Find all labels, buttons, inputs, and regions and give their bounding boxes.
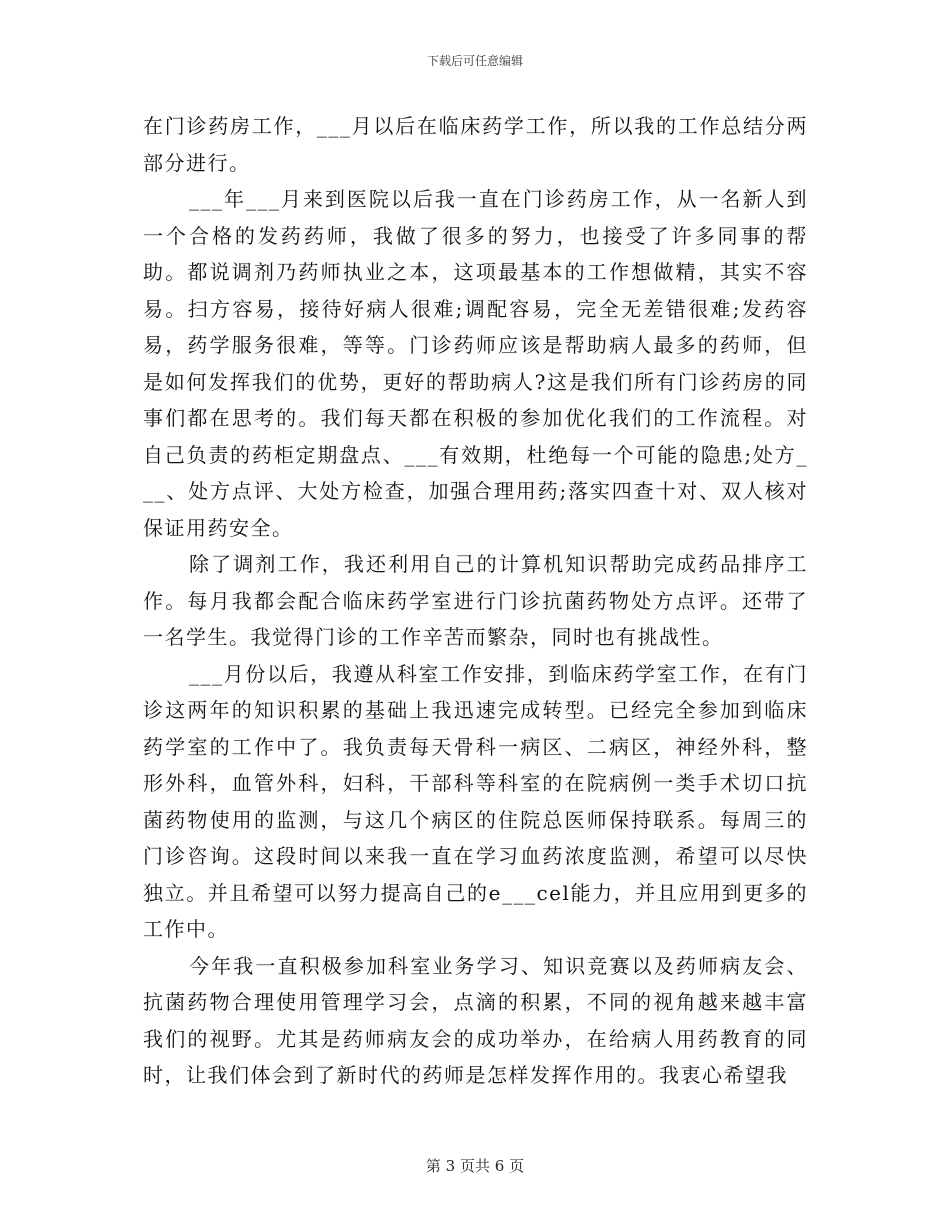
page-header: 下载后可任意编辑 xyxy=(426,54,523,68)
paragraph-3: 除了调剂工作，我还利用自己的计算机知识帮助完成药品排序工作。每月我都会配合临床药学室进行门诊抗菌药物处方点评。还带了一名学生。我觉得门诊的工作辛苦而繁杂，同时也有挑战性。 xyxy=(143,552,808,649)
paragraph-4: ___月份以后，我遵从科室工作安排，到临床药学室工作，在有门诊这两年的知识积累的基础上我迅速完成转型。已经完全参加到临床药学室的工作中了。我负责每天骨科一病区、二病区，神经外科，整形外科，血管外科，妇科，干部科等科室的在院病例一类手术切口抗菌药物使用的监测，与这几个病区的住院总医师保持联系。每周三的门诊咨询。这段时间以来我一直在学习血药浓度监测，希望可以尽快独立。并且希望可以努力提高自己的e___cel能力，并且应用到更多的工作中。 xyxy=(143,661,808,941)
paragraph-1: 在门诊药房工作，___月以后在临床药学工作，所以我的工作总结分两部分进行。 xyxy=(143,114,808,175)
paragraph-2: ___年___月来到医院以后我一直在门诊药房工作，从一名新人到一个合格的发药药师，我做了很多的努力，也接受了许多同事的帮助。都说调剂乃药师执业之本，这项最基本的工作想做精，其实不容易。扫方容易，接待好病人很难;调配容易，完全无差错很难;发药容易，药学服务很难，等等。门诊药师应该是帮助病人最多的药师，但是如何发挥我们的优势，更好的帮助病人?这是我们所有门诊药房的同事们都在思考的。我们每天都在积极的参加优化我们的工作流程。对自己负责的药柜定期盘点、___有效期，杜绝每一个可能的隐患;处方___、处方点评、大处方检查，加强合理用药;落实四查十对、双人核对保证用药安全。 xyxy=(143,187,808,540)
document-body xyxy=(143,108,808,1094)
paragraph-5: 今年我一直积极参加科室业务学习、知识竞赛以及药师病友会、抗菌药物合理使用管理学习会，点滴的积累，不同的视角越来越丰富我们的视野。尤其是药师病友会的成功举办，在给病人用药教育的同时，让我们体会到了新时代的药师是怎样发挥作用的。我衷心希望我 xyxy=(143,953,808,1087)
page-footer: 第 3 页共 6 页 xyxy=(425,1157,525,1175)
